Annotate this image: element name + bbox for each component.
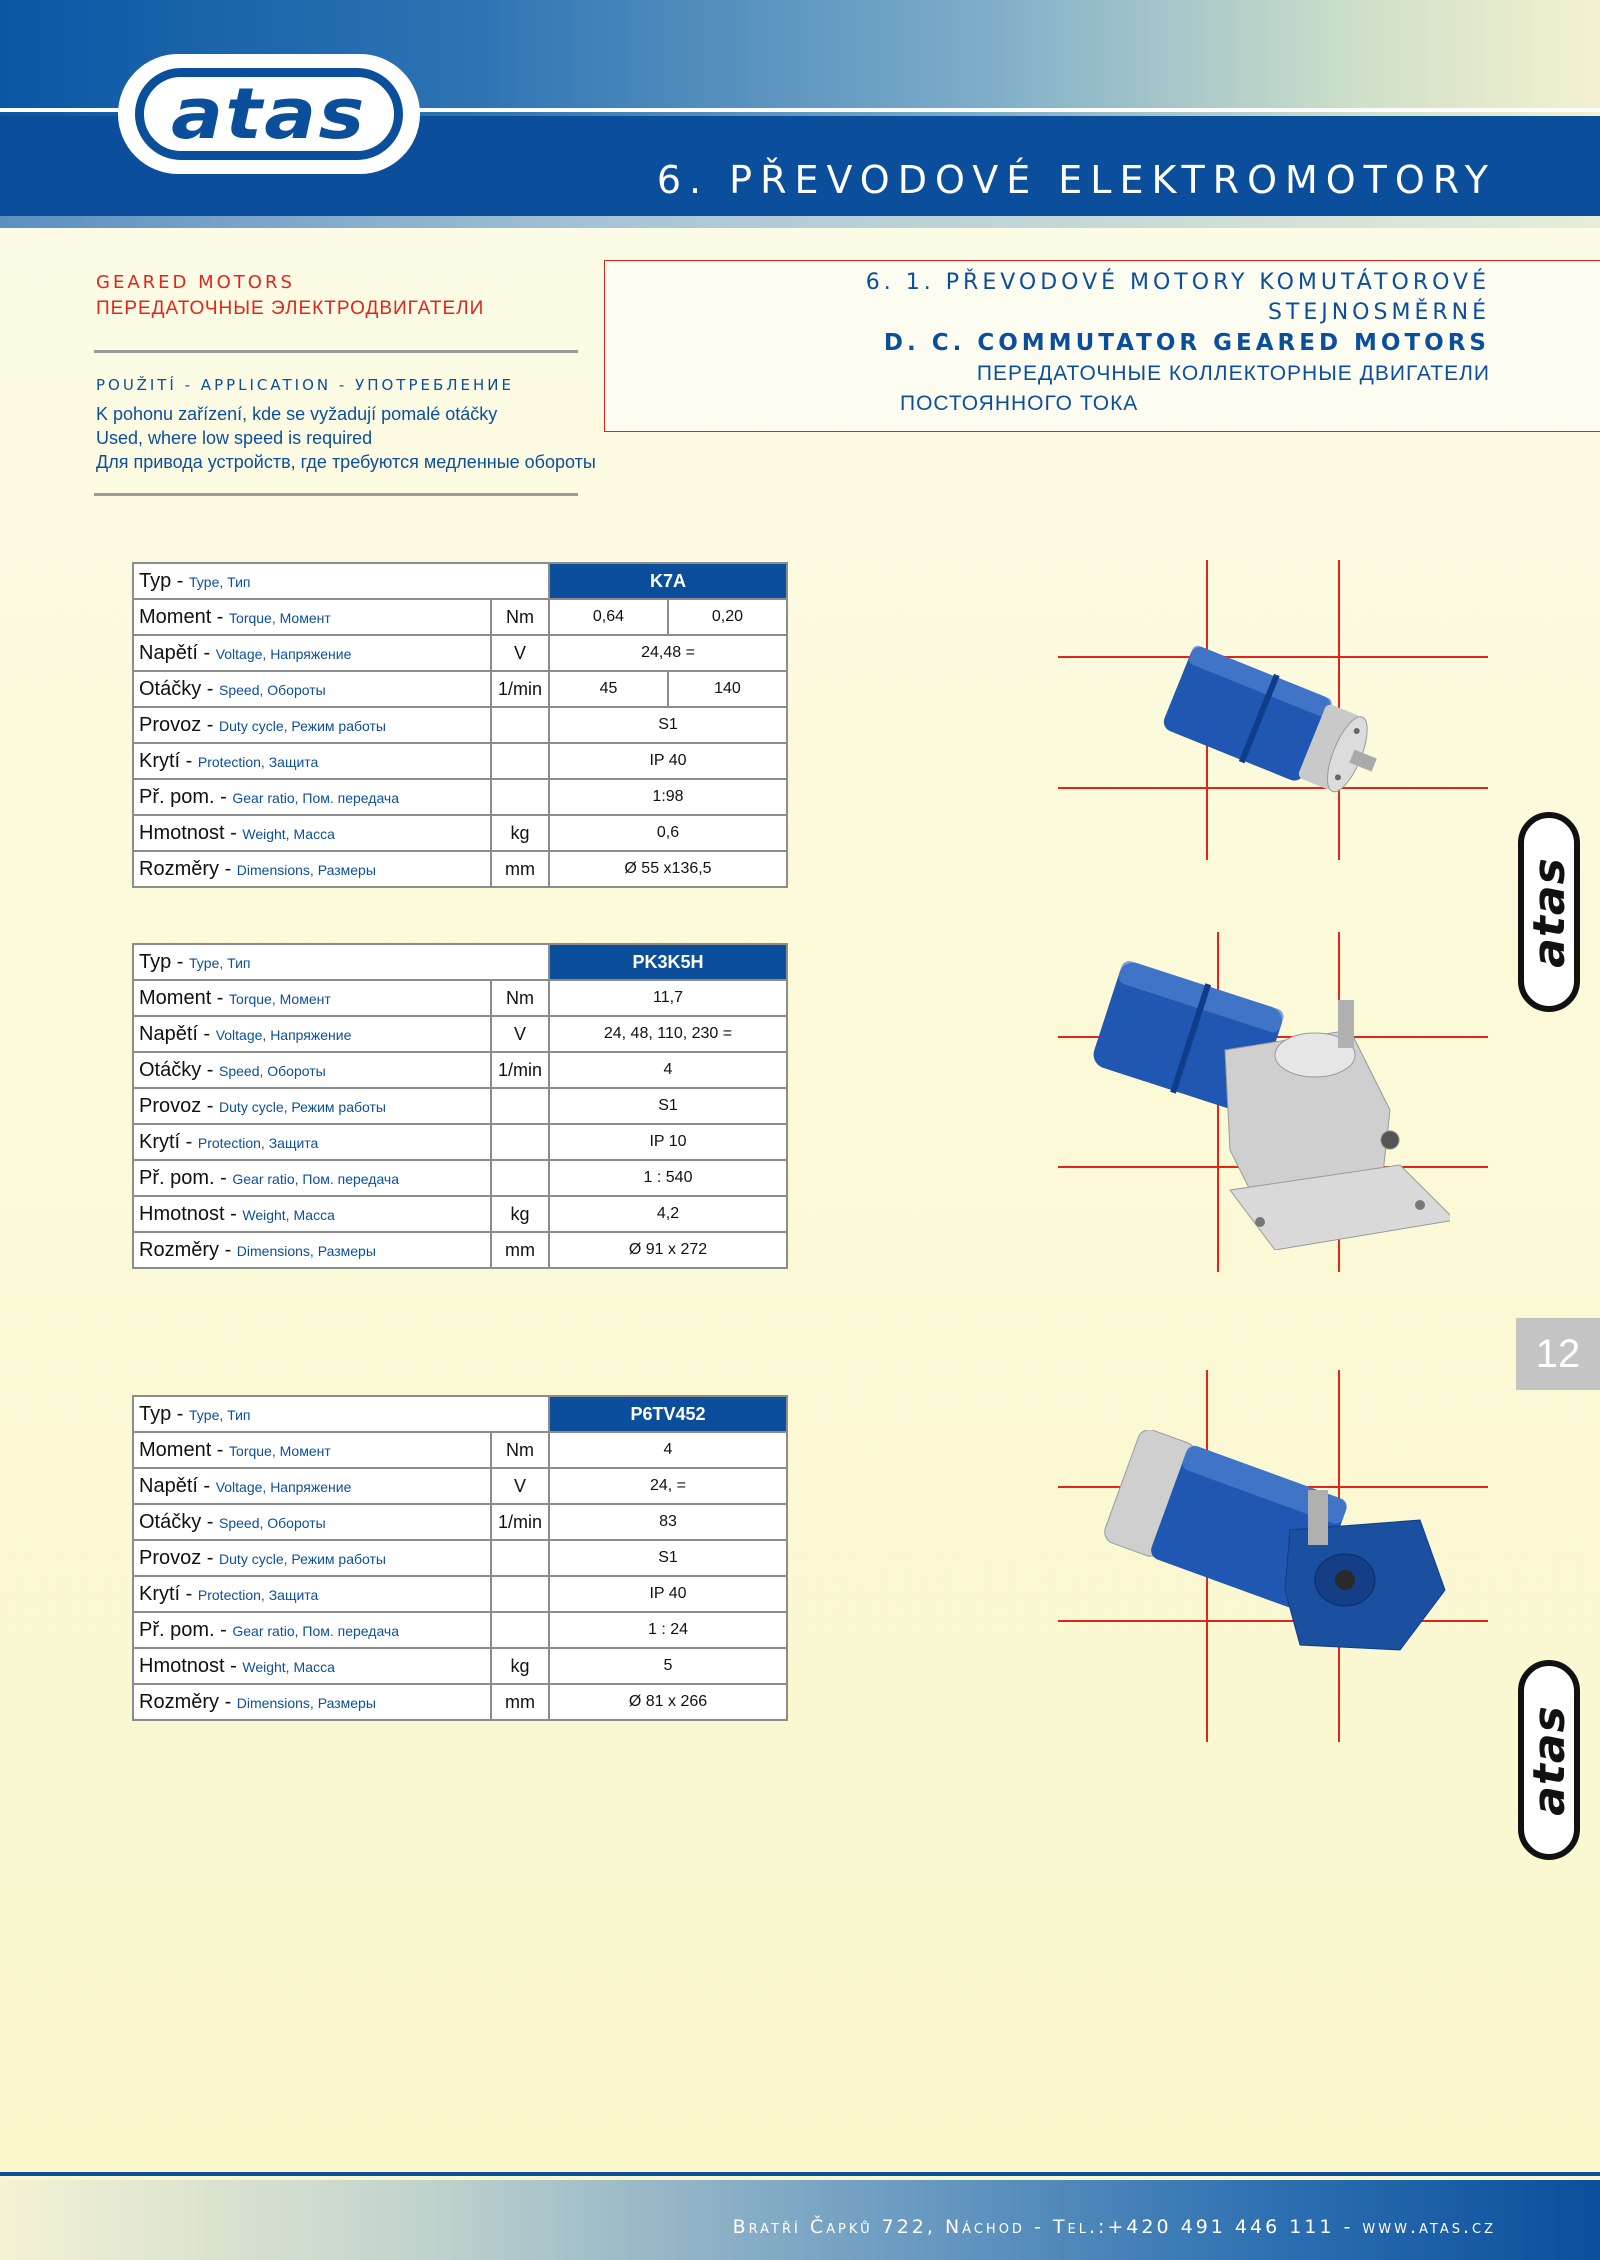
protection-value: IP 40 <box>549 743 787 779</box>
dims-label: Rozměry - Dimensions, Размеры <box>133 851 491 887</box>
duty-value: S1 <box>549 707 787 743</box>
atas-logo-text: atas <box>171 73 367 155</box>
gear-value: 1 : 540 <box>549 1160 787 1196</box>
motor-pk3k5h-photo <box>1090 960 1450 1250</box>
dims-value: Ø 55 x136,5 <box>549 851 787 887</box>
dims-value: Ø 91 x 272 <box>549 1232 787 1268</box>
voltage-label: Napětí - Voltage, Напряжение <box>133 635 491 671</box>
torque-unit: Nm <box>491 599 549 635</box>
protection-unit <box>491 1576 549 1612</box>
voltage-unit: V <box>491 1016 549 1052</box>
gear-unit <box>491 1160 549 1196</box>
torque-unit: Nm <box>491 980 549 1016</box>
torque-label: Moment - Torque, Момент <box>133 980 491 1016</box>
gear-label: Př. pom. - Gear ratio, Пом. передача <box>133 1160 491 1196</box>
usage-heading: POUŽITÍ - APPLICATION - УПОТРЕБЛЕНИЕ <box>96 376 515 394</box>
voltage-value: 24,48 = <box>549 635 787 671</box>
duty-unit <box>491 1088 549 1124</box>
gear-unit <box>491 1612 549 1648</box>
type-label: Typ - Type, Тип <box>133 563 549 599</box>
dims-unit: mm <box>491 851 549 887</box>
speed-unit: 1/min <box>491 671 549 707</box>
torque-value: 11,7 <box>549 980 787 1016</box>
protection-unit <box>491 1124 549 1160</box>
voltage-unit: V <box>491 635 549 671</box>
protection-label: Krytí - Protection, Защита <box>133 1124 491 1160</box>
protection-unit <box>491 743 549 779</box>
speed-label: Otáčky - Speed, Обороты <box>133 1052 491 1088</box>
torque-label: Moment - Torque, Момент <box>133 1432 491 1468</box>
page-title: 6. PŘEVODOVÉ ELEKTROMOTORY <box>656 158 1496 202</box>
usage-text-en: Used, where low speed is required <box>96 428 373 448</box>
footer-divider <box>0 2172 1600 2176</box>
spec-table-p6tv452 <box>132 1395 788 1721</box>
voltage-label: Napětí - Voltage, Напряжение <box>133 1016 491 1052</box>
weight-value: 0,6 <box>549 815 787 851</box>
gear-label: Př. pom. - Gear ratio, Пом. передача <box>133 1612 491 1648</box>
geared-motors-heading-ru: ПЕРЕДАТОЧНЫЕ ЭЛЕКТРОДВИГАТЕЛИ <box>96 298 485 319</box>
duty-value: S1 <box>549 1088 787 1124</box>
speed-unit: 1/min <box>491 1504 549 1540</box>
weight-unit: kg <box>491 815 549 851</box>
speed-value: 45 <box>549 671 668 707</box>
duty-value: S1 <box>549 1540 787 1576</box>
duty-unit <box>491 1540 549 1576</box>
atas-side-logo-text: atas <box>1523 856 1575 968</box>
atas-side-logo <box>1518 1660 1580 1860</box>
duty-label: Provoz - Duty cycle, Режим работы <box>133 707 491 743</box>
header-fade <box>0 216 1600 228</box>
weight-unit: kg <box>491 1196 549 1232</box>
gear-label: Př. pom. - Gear ratio, Пом. передача <box>133 779 491 815</box>
voltage-value: 24, = <box>549 1468 787 1504</box>
type-label: Typ - Type, Тип <box>133 944 549 980</box>
duty-label: Provoz - Duty cycle, Режим работы <box>133 1088 491 1124</box>
duty-label: Provoz - Duty cycle, Режим работы <box>133 1540 491 1576</box>
motor-type: PK3K5H <box>549 944 787 980</box>
divider <box>94 493 578 496</box>
torque-label: Moment - Torque, Момент <box>133 599 491 635</box>
usage-text-ru: Для привода устройств, где требуются медленные обороты <box>96 452 596 472</box>
atas-logo <box>118 54 420 174</box>
voltage-unit: V <box>491 1468 549 1504</box>
protection-label: Krytí - Protection, Защита <box>133 743 491 779</box>
section-title-ru-cont: ПОСТОЯННОГО ТОКА <box>900 392 1139 415</box>
torque-value: 0,20 <box>668 599 787 635</box>
spec-table-pk3k5h <box>132 943 788 1269</box>
motor-type: P6TV452 <box>549 1396 787 1432</box>
usage-text-cz: K pohonu zařízení, kde se vyžadují pomalé otáčky <box>96 404 498 424</box>
dims-label: Rozměry - Dimensions, Размеры <box>133 1232 491 1268</box>
atas-side-logo <box>1518 812 1580 1012</box>
page-number: 12 <box>1516 1318 1600 1390</box>
weight-value: 5 <box>549 1648 787 1684</box>
protection-value: IP 40 <box>549 1576 787 1612</box>
gear-value: 1 : 24 <box>549 1612 787 1648</box>
section-title-ru: ПЕРЕДАТОЧНЫЕ КОЛЛЕКТОРНЫЕ ДВИГАТЕЛИ <box>976 362 1490 385</box>
dims-label: Rozměry - Dimensions, Размеры <box>133 1684 491 1720</box>
weight-label: Hmotnost - Weight, Масса <box>133 1648 491 1684</box>
voltage-label: Napětí - Voltage, Напряжение <box>133 1468 491 1504</box>
section-title-cz: 6. 1. PŘEVODOVÉ MOTORY KOMUTÁTOROVÉ <box>865 270 1490 295</box>
dims-unit: mm <box>491 1684 549 1720</box>
speed-value: 140 <box>668 671 787 707</box>
voltage-value: 24, 48, 110, 230 = <box>549 1016 787 1052</box>
protection-label: Krytí - Protection, Защита <box>133 1576 491 1612</box>
type-label: Typ - Type, Тип <box>133 1396 549 1432</box>
section-title-en: D. C. COMMUTATOR GEARED MOTORS <box>883 330 1490 356</box>
protection-value: IP 10 <box>549 1124 787 1160</box>
motor-p6tv452-photo <box>1100 1430 1450 1680</box>
motor-type: K7A <box>549 563 787 599</box>
geared-motors-heading: GEARED MOTORS <box>96 272 295 293</box>
torque-value: 0,64 <box>549 599 668 635</box>
motor-k7a-photo <box>1150 630 1400 820</box>
dims-value: Ø 81 x 266 <box>549 1684 787 1720</box>
section-title-cz-cont: STEJNOSMĚRNÉ <box>1267 300 1490 325</box>
speed-label: Otáčky - Speed, Обороты <box>133 671 491 707</box>
atas-logo-frame <box>135 68 403 160</box>
spec-table-k7a <box>132 562 788 888</box>
gear-value: 1:98 <box>549 779 787 815</box>
duty-unit <box>491 707 549 743</box>
torque-value: 4 <box>549 1432 787 1468</box>
speed-value: 83 <box>549 1504 787 1540</box>
weight-label: Hmotnost - Weight, Масса <box>133 1196 491 1232</box>
dims-unit: mm <box>491 1232 549 1268</box>
speed-label: Otáčky - Speed, Обороты <box>133 1504 491 1540</box>
torque-unit: Nm <box>491 1432 549 1468</box>
speed-unit: 1/min <box>491 1052 549 1088</box>
atas-side-logo-text: atas <box>1523 1704 1575 1816</box>
weight-unit: kg <box>491 1648 549 1684</box>
weight-value: 4,2 <box>549 1196 787 1232</box>
weight-label: Hmotnost - Weight, Масса <box>133 815 491 851</box>
footer-address: Bratří Čapků 722, Náchod - Tel.:+420 491 446 111 - www.atas.cz <box>732 2216 1496 2238</box>
speed-value: 4 <box>549 1052 787 1088</box>
divider <box>94 350 578 353</box>
gear-unit <box>491 779 549 815</box>
